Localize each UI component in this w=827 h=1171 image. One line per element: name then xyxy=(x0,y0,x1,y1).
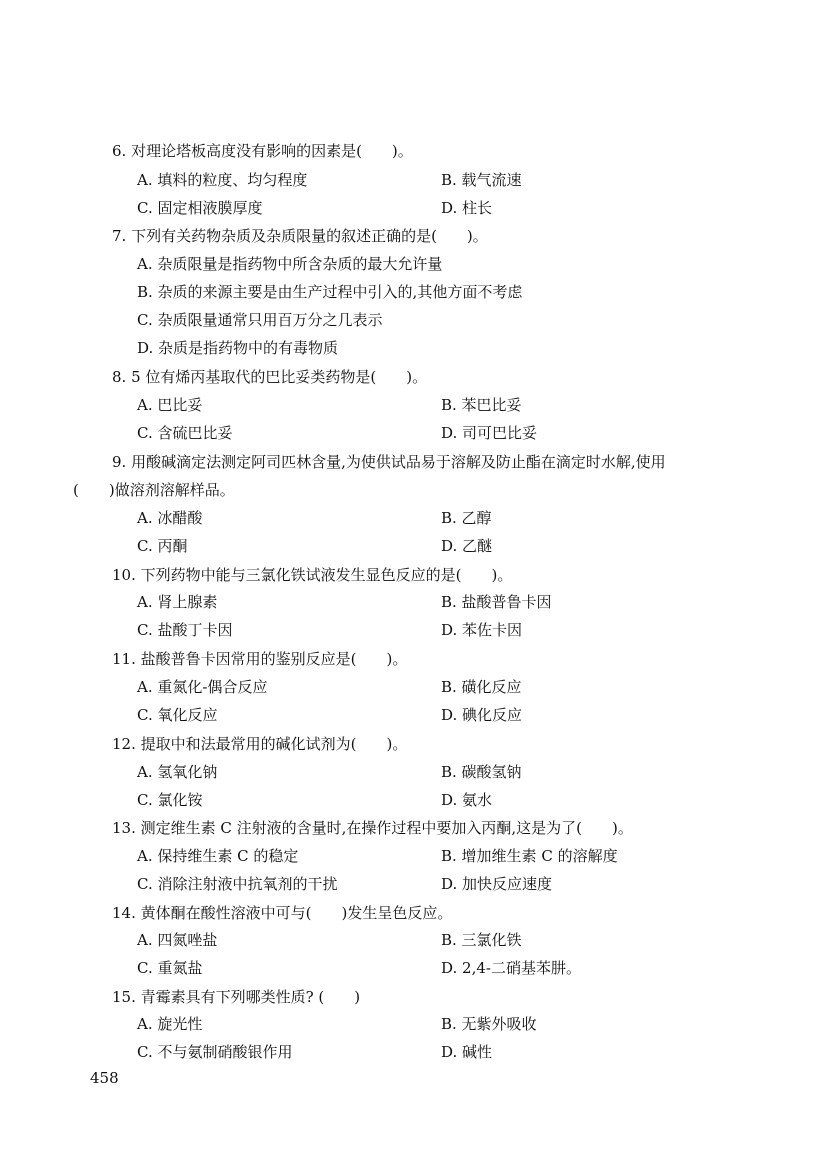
question-13-option-a: A. 保持维生素 C 的稳定 xyxy=(137,847,299,865)
question-12-option-c: C. 氯化铵 xyxy=(137,791,203,809)
question-14-option-b: B. 三氯化铁 xyxy=(441,931,522,949)
question-15-stem: 15. 青霉素具有下列哪类性质? ( ) xyxy=(112,988,361,1006)
question-13-stem: 13. 测定维生素 C 注射液的含量时,在操作过程中要加入丙酮,这是为了( )。 xyxy=(112,819,633,837)
question-10-option-c: C. 盐酸丁卡因 xyxy=(137,621,233,639)
question-9-stem: 9. 用酸碱滴定法测定阿司匹林含量,为使供试品易于溶解及防止酯在滴定时水解,使用 xyxy=(112,453,666,471)
question-13-option-c: C. 消除注射液中抗氧剂的干扰 xyxy=(137,875,338,893)
question-7-option-b: B. 杂质的来源主要是由生产过程中引入的,其他方面不考虑 xyxy=(137,283,523,301)
question-6-option-a: A. 填料的粒度、均匀程度 xyxy=(137,171,308,189)
question-15-option-c: C. 不与氨制硝酸银作用 xyxy=(137,1043,293,1061)
question-10-option-b: B. 盐酸普鲁卡因 xyxy=(441,593,552,611)
question-12-stem: 12. 提取中和法最常用的碱化试剂为( )。 xyxy=(112,735,408,753)
question-12-option-a: A. 氢氧化钠 xyxy=(137,763,218,781)
question-12-option-b: B. 碳酸氢钠 xyxy=(441,763,522,781)
question-10-stem: 10. 下列药物中能与三氯化铁试液发生显色反应的是( )。 xyxy=(112,566,513,584)
question-7-option-d: D. 杂质是指药物中的有毒物质 xyxy=(137,339,339,357)
question-13-option-d: D. 加快反应速度 xyxy=(441,875,553,893)
question-14-option-c: C. 重氮盐 xyxy=(137,959,203,977)
question-11-option-d: D. 碘化反应 xyxy=(441,706,523,724)
question-14-option-d: D. 2,4-二硝基苯肼。 xyxy=(441,959,581,977)
question-13-option-b: B. 增加维生素 C 的溶解度 xyxy=(441,847,618,865)
question-9-option-c: C. 丙酮 xyxy=(137,537,188,555)
question-6-option-b: B. 载气流速 xyxy=(441,171,522,189)
question-11-stem: 11. 盐酸普鲁卡因常用的鉴别反应是( )。 xyxy=(112,650,408,668)
question-14-stem: 14. 黄体酮在酸性溶液中可与( )发生呈色反应。 xyxy=(112,904,453,922)
question-8-option-c: C. 含硫巴比妥 xyxy=(137,424,233,442)
question-6-stem: 6. 对理论塔板高度没有影响的因素是( )。 xyxy=(112,142,413,160)
question-9-option-a: A. 冰醋酸 xyxy=(137,509,203,527)
question-10-option-a: A. 肾上腺素 xyxy=(137,593,218,611)
page-number: 458 xyxy=(90,1069,119,1087)
question-9-option-b: B. 乙醇 xyxy=(441,509,492,527)
question-10-option-d: D. 苯佐卡因 xyxy=(441,621,523,639)
question-7-stem: 7. 下列有关药物杂质及杂质限量的叙述正确的是( )。 xyxy=(112,227,488,245)
question-7-option-a: A. 杂质限量是指药物中所含杂质的最大允许量 xyxy=(137,255,443,273)
question-14-option-a: A. 四氮唑盐 xyxy=(137,931,218,949)
question-11-option-a: A. 重氮化-偶合反应 xyxy=(137,678,268,696)
question-8-option-a: A. 巴比妥 xyxy=(137,396,203,414)
question-9-stem-continued: ( )做溶剂溶解样品。 xyxy=(73,481,235,499)
question-15-option-b: B. 无紫外吸收 xyxy=(441,1015,537,1033)
question-8-stem: 8. 5 位有烯丙基取代的巴比妥类药物是( )。 xyxy=(112,368,428,386)
question-11-option-b: B. 磺化反应 xyxy=(441,678,522,696)
question-15-option-d: D. 碱性 xyxy=(441,1043,493,1061)
question-6-option-d: D. 柱长 xyxy=(441,199,493,217)
question-7-option-c: C. 杂质限量通常只用百万分之几表示 xyxy=(137,311,383,329)
question-15-option-a: A. 旋光性 xyxy=(137,1015,203,1033)
question-12-option-d: D. 氨水 xyxy=(441,791,493,809)
question-6-option-c: C. 固定相液膜厚度 xyxy=(137,199,263,217)
question-8-option-d: D. 司可巴比妥 xyxy=(441,424,538,442)
question-8-option-b: B. 苯巴比妥 xyxy=(441,396,522,414)
question-11-option-c: C. 氧化反应 xyxy=(137,706,218,724)
question-9-option-d: D. 乙醚 xyxy=(441,537,493,555)
